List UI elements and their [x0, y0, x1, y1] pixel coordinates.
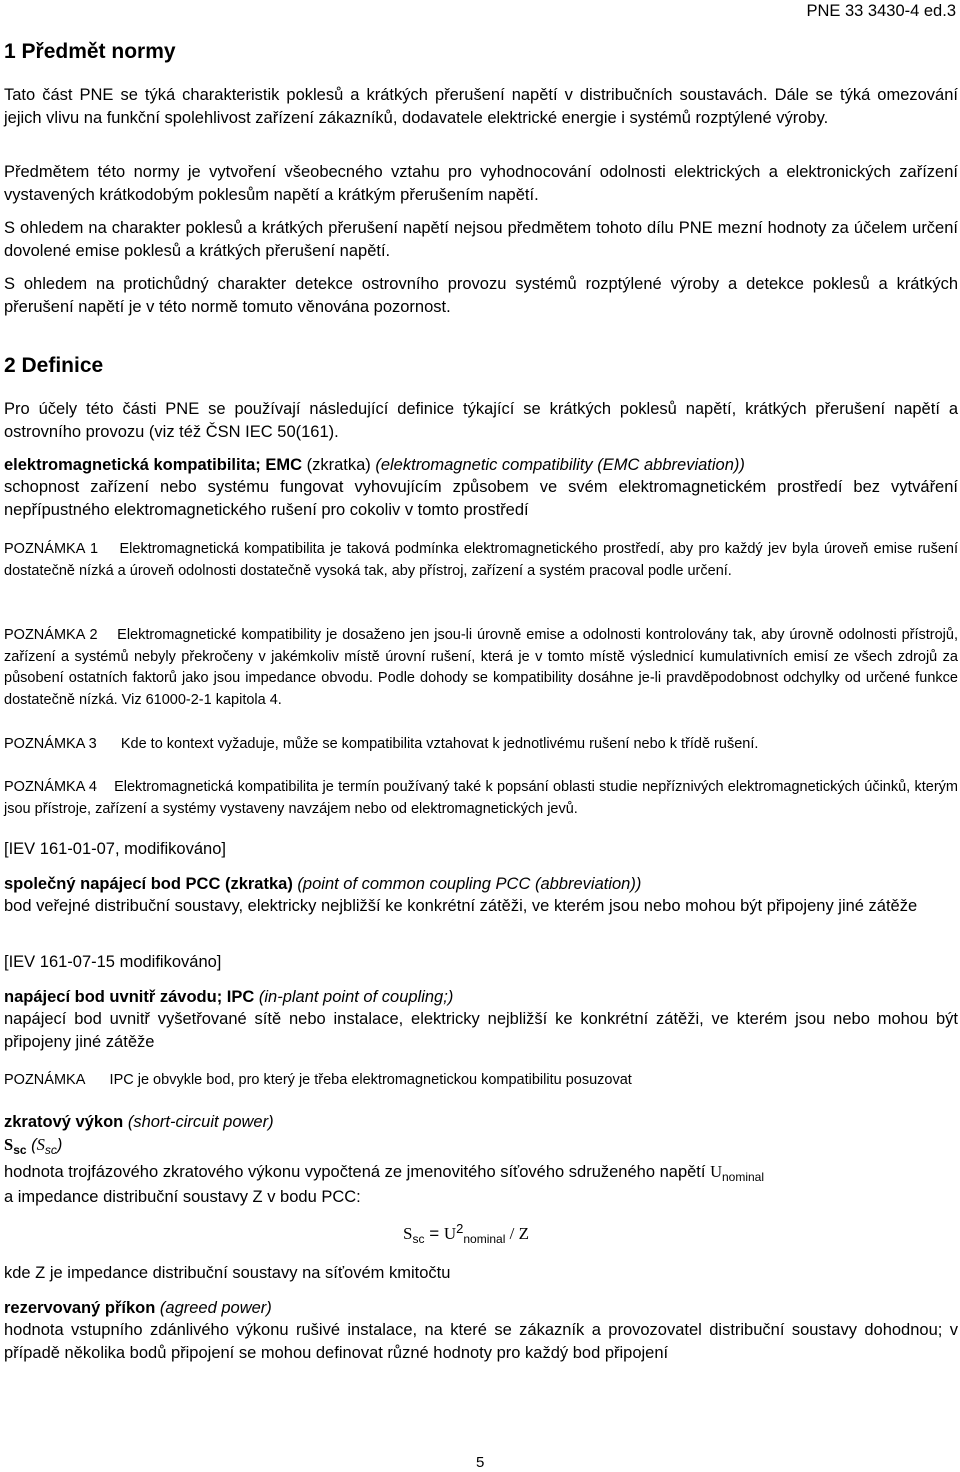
pcc-term: společný napájecí bod PCC (zkratka): [4, 875, 293, 893]
pcc-reference: [IEV 161-07-15 modifikováno]: [4, 953, 222, 971]
document-id-header: PNE 33 3430-4 ed.3: [806, 2, 956, 20]
ssc-symbol-italic-sub: sc: [44, 1143, 57, 1157]
agreed-power-definition: hodnota vstupního zdánlivého výkonu rušivé instalace, na které se zákazník a provozovatel distribuční soustavy dohodnou; v případě několika bodů připojení se mohou definovat různé hodnoty pro každý bod připojení: [4, 1321, 958, 1362]
emc-note-1-text: Elektromagnetická kompatibilita je taková podmínka elektromagnetického prostředí, aby pro každý jev byla úroveň emise rušení dostatečně nízká a úroveň odolnosti dostatečně vysoká tak, aby přístroj, zařízení a systém pracoval podle určení.: [4, 541, 958, 579]
emc-note-1-label: POZNÁMKA 1: [4, 541, 99, 557]
agreed-power-term: rezervovaný příkon: [4, 1299, 156, 1317]
pcc-definition: bod veřejné distribuční soustavy, elektricky nejbližší ke konkrétní zátěži, ve kterém jsou nebo mohou být připojeny jiné zátěže: [4, 897, 918, 915]
scope-paragraph-3: S ohledem na charakter poklesů a krátkých přerušení napětí nejsou předmětem tohoto dílu PNE mezní hodnoty za účelem určení dovolené emise poklesů a krátkých přerušení napětí.: [4, 219, 958, 260]
emc-reference: [IEV 161-01-07, modifikováno]: [4, 840, 226, 858]
formula-s-symbol: S: [403, 1224, 413, 1243]
formula-exponent: 2: [456, 1221, 464, 1236]
ssc-term-line: [4, 1111, 958, 1134]
ssc-english-term: (short-circuit power): [123, 1113, 274, 1131]
formula-u-symbol: U: [443, 1224, 457, 1243]
ssc-symbol-sub: sc: [13, 1143, 27, 1157]
emc-note-3-text: Kde to kontext vyžaduje, může se kompatibilita vztahovat k jednotlivému rušení nebo k třídě rušení.: [120, 736, 759, 752]
formula-u-sub: nominal: [463, 1232, 506, 1246]
ssc-formula: [403, 1221, 529, 1246]
ssc-symbol-italic: S: [36, 1135, 45, 1154]
ssc-symbol-line: $S_{sc}$ $(S_{sc})$: [4, 1135, 63, 1157]
emc-note-4-label: POZNÁMKA 4: [4, 779, 97, 795]
agreed-power-term-line: [4, 1297, 958, 1320]
scope-paragraph-1: Tato část PNE se týká charakteristik poklesů a krátkých přerušení napětí v distribučních soustavách. Dále se týká omezování jejich vlivu na funkční spolehlivost zařízení zákazníků, dodavatele elektrické energie i systémů rozptýlené výroby.: [4, 86, 958, 127]
emc-term: elektromagnetická kompatibilita; EMC: [4, 456, 302, 474]
ipc-term-line: [4, 986, 958, 1009]
formula-equals: =: [424, 1224, 444, 1243]
agreed-power-english-term: (agreed power): [155, 1299, 272, 1317]
emc-note-3-label: POZNÁMKA 3: [4, 736, 97, 752]
u-nominal-symbol: U: [710, 1162, 722, 1181]
emc-abbr: (zkratka): [302, 456, 376, 474]
formula-divisor: / Z: [505, 1224, 529, 1243]
ssc-after-formula: kde Z je impedance distribuční soustavy na síťovém kmitočtu: [4, 1264, 451, 1282]
ssc-term: zkratový výkon: [4, 1113, 124, 1131]
scope-paragraph-2: Předmětem této normy je vytvoření všeobecného vztahu pro vyhodnocování odolnosti elektrických a elektronických zařízení vystavených krátkodobým poklesům napětí a krátkým přerušením napětí.: [4, 163, 958, 204]
ipc-english-term: (in-plant point of coupling;): [254, 988, 454, 1006]
ssc-definition-line-2: a impedance distribuční soustavy Z v bodu PCC:: [4, 1188, 361, 1206]
emc-note-1: [4, 539, 958, 582]
ssc-def-text-1: hodnota trojfázového zkratového výkonu vypočtená ze jmenovitého síťového sdruženého napětí: [4, 1163, 711, 1181]
scope-paragraph-4: S ohledem na protichůdný charakter detekce ostrovního provozu systémů rozptýlené výroby a detekce poklesů a krátkých přerušení napětí je v této normě tomuto věnována pozornost.: [4, 275, 958, 316]
pcc-term-line: [4, 873, 958, 896]
pcc-english-term: (point of common coupling PCC (abbreviation)): [292, 875, 642, 893]
page-number: 5: [476, 1454, 485, 1471]
emc-note-4: [4, 777, 958, 820]
emc-note-2: [4, 625, 958, 711]
ipc-note-label: POZNÁMKA: [4, 1072, 86, 1088]
ipc-note: [4, 1070, 958, 1092]
emc-term-line: [4, 454, 958, 477]
emc-note-2-text: Elektromagnetické kompatibility je dosaženo jen jsou-li úrovně emise a odolnosti kontrolovány tak, aby úrovně odolnosti přístrojů, zařízení a systémů nebyly překročeny v jakémkoliv místě úrovní rušení, která je v tomto místě výslednicí kumulativních emisí ze všech zdrojů za působení ostatních faktorů jako jsou impedance obvodu. Podle dohody se kompatibility dosáhne je-li pravděpodobnost odchylky od určené funkce dostatečně nízká. Viz 61000-2-1 kapitola 4.: [4, 627, 958, 708]
u-nominal-sub: nominal: [721, 1170, 765, 1184]
emc-note-4-text: Elektromagnetická kompatibilita je termín používaný také k popsání oblasti studie nepříznivých elektromagnetických účinků, kterým jsou přístroje, zařízení a systémy vystaveny navzájem nebo od elektromagnetických jevů.: [4, 779, 958, 817]
emc-english-term: (elektromagnetic compatibility (EMC abbreviation)): [375, 456, 745, 474]
ssc-symbol: S: [4, 1135, 14, 1154]
section-1-heading: 1 Předmět normy: [4, 40, 176, 63]
definitions-intro: Pro účely této části PNE se používají následující definice týkající se krátkých poklesů napětí, krátkých přerušení napětí a ostrovního provozu (viz též ČSN IEC 50(161).: [4, 400, 958, 441]
ipc-definition: napájecí bod uvnitř vyšetřované sítě nebo instalace, elektricky nejbližší ke konkrétní zátěži, ve kterém jsou nebo mohou být připojeny jiné zátěže: [4, 1010, 958, 1051]
emc-definition: schopnost zařízení nebo systému fungovat vyhovujícím způsobem ve svém elektromagnetickém prostředí bez vytváření nepřípustného elektromagnetického rušení pro cokoliv v tomto prostředí: [4, 478, 958, 519]
emc-note-2-label: POZNÁMKA 2: [4, 627, 98, 643]
ipc-term: napájecí bod uvnitř závodu; IPC: [4, 988, 255, 1006]
ssc-definition-line-1: [4, 1160, 958, 1184]
formula-s-sub: sc: [412, 1232, 425, 1246]
emc-note-3: [4, 734, 958, 756]
ipc-note-text: IPC je obvykle bod, pro který je třeba elektromagnetickou kompatibilitu posuzovat: [109, 1072, 632, 1088]
section-2-heading: 2 Definice: [4, 354, 104, 377]
